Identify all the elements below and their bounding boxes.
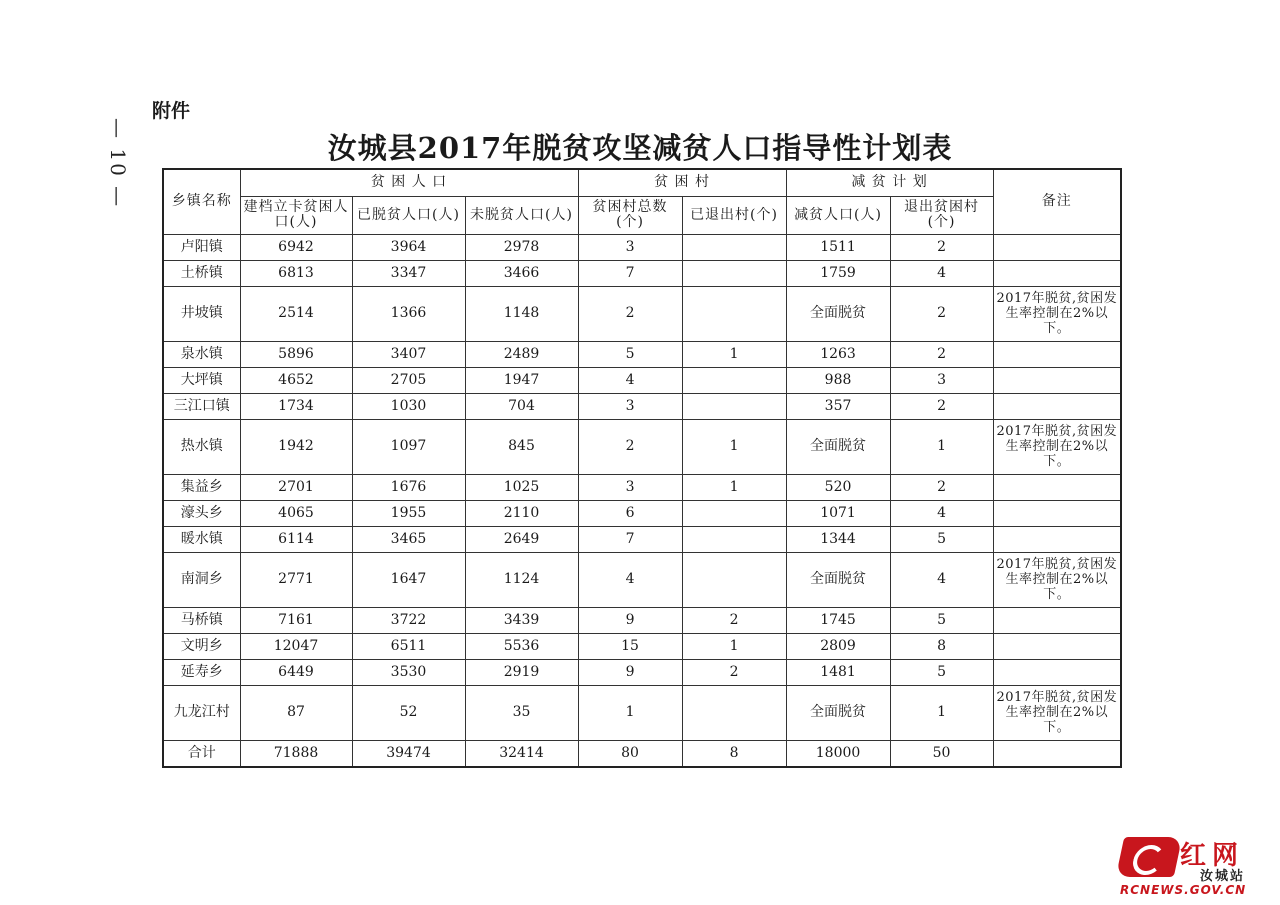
cell-villages-exited: 1 — [682, 419, 786, 474]
cell-reduce-population: 357 — [786, 393, 890, 419]
poverty-villages-header: 贫 困 村 — [578, 169, 786, 196]
cell-exit-villages: 5 — [890, 607, 993, 633]
cell-town: 井坡镇 — [163, 286, 240, 341]
exit-villages-header: 退出贫困村(个) — [890, 196, 993, 234]
cell-villages-total: 1 — [578, 685, 682, 740]
cell-villages-exited — [682, 393, 786, 419]
cell-not-lifted: 1947 — [465, 367, 578, 393]
cell-not-lifted: 2919 — [465, 659, 578, 685]
cell-lifted: 3347 — [352, 260, 465, 286]
cell-not-lifted: 32414 — [465, 740, 578, 767]
cell-remark: 2017年脱贫,贫困发生率控制在2%以下。 — [993, 419, 1121, 474]
cell-lifted: 1676 — [352, 474, 465, 500]
cell-lifted: 2705 — [352, 367, 465, 393]
villages-exited-header: 已退出村(个) — [682, 196, 786, 234]
cell-lifted: 1647 — [352, 552, 465, 607]
cell-reduce-population: 1071 — [786, 500, 890, 526]
cell-villages-total: 3 — [578, 234, 682, 260]
cell-villages-exited: 8 — [682, 740, 786, 767]
cell-town: 泉水镇 — [163, 341, 240, 367]
cell-villages-exited: 1 — [682, 474, 786, 500]
cell-remark — [993, 367, 1121, 393]
cell-remark — [993, 607, 1121, 633]
cell-villages-total: 3 — [578, 393, 682, 419]
cell-remark — [993, 633, 1121, 659]
cell-reduce-population: 1745 — [786, 607, 890, 633]
cell-remark: 2017年脱贫,贫困发生率控制在2%以下。 — [993, 286, 1121, 341]
watermark-station: 汝城站 — [1200, 869, 1246, 884]
cell-remark — [993, 341, 1121, 367]
cell-exit-villages: 1 — [890, 419, 993, 474]
cell-villages-exited — [682, 367, 786, 393]
town-header: 乡镇名称 — [163, 169, 240, 234]
cell-not-lifted: 35 — [465, 685, 578, 740]
table-row — [163, 685, 1121, 740]
cell-registered: 87 — [240, 685, 352, 740]
cell-town: 暖水镇 — [163, 526, 240, 552]
cell-reduce-population: 1263 — [786, 341, 890, 367]
poverty-population-header: 贫 困 人 口 — [240, 169, 578, 196]
cell-villages-exited: 2 — [682, 659, 786, 685]
cell-villages-total: 2 — [578, 286, 682, 341]
cell-exit-villages: 5 — [890, 526, 993, 552]
cell-villages-exited: 2 — [682, 607, 786, 633]
table-row — [163, 234, 1121, 260]
cell-registered: 6114 — [240, 526, 352, 552]
cell-villages-total: 7 — [578, 526, 682, 552]
cell-lifted: 3465 — [352, 526, 465, 552]
cell-exit-villages: 2 — [890, 286, 993, 341]
cell-lifted: 1955 — [352, 500, 465, 526]
cell-reduce-population: 1481 — [786, 659, 890, 685]
cell-villages-exited — [682, 526, 786, 552]
poverty-plan-table — [162, 168, 1122, 768]
table-row — [163, 659, 1121, 685]
cell-remark — [993, 393, 1121, 419]
table-row — [163, 367, 1121, 393]
page-number: — 10 — — [106, 118, 130, 209]
cell-villages-total: 15 — [578, 633, 682, 659]
table-row — [163, 260, 1121, 286]
table-row — [163, 607, 1121, 633]
cell-villages-total: 9 — [578, 607, 682, 633]
cell-lifted: 3407 — [352, 341, 465, 367]
cell-not-lifted: 1025 — [465, 474, 578, 500]
cell-exit-villages: 5 — [890, 659, 993, 685]
table-row — [163, 552, 1121, 607]
page-title: 汝城县2017年脱贫攻坚减贫人口指导性计划表 — [327, 131, 953, 165]
remarks-header: 备注 — [993, 169, 1121, 234]
table-row — [163, 500, 1121, 526]
cell-not-lifted: 2489 — [465, 341, 578, 367]
cell-registered: 71888 — [240, 740, 352, 767]
cell-registered: 4652 — [240, 367, 352, 393]
cell-reduce-population: 全面脱贫 — [786, 552, 890, 607]
cell-remark — [993, 500, 1121, 526]
cell-town: 濠头乡 — [163, 500, 240, 526]
cell-not-lifted: 704 — [465, 393, 578, 419]
cell-villages-total: 2 — [578, 419, 682, 474]
reduce-population-header: 减贫人口(人) — [786, 196, 890, 234]
cell-reduce-population: 1511 — [786, 234, 890, 260]
cell-lifted: 1097 — [352, 419, 465, 474]
cell-town: 大坪镇 — [163, 367, 240, 393]
cell-villages-exited: 1 — [682, 633, 786, 659]
cell-villages-exited — [682, 500, 786, 526]
cell-lifted: 1366 — [352, 286, 465, 341]
cell-reduce-population: 全面脱贫 — [786, 419, 890, 474]
cell-not-lifted: 2649 — [465, 526, 578, 552]
cell-registered: 2514 — [240, 286, 352, 341]
cell-lifted: 52 — [352, 685, 465, 740]
rednet-logo-icon — [1116, 837, 1183, 877]
cell-lifted: 1030 — [352, 393, 465, 419]
cell-town: 马桥镇 — [163, 607, 240, 633]
cell-not-lifted: 2978 — [465, 234, 578, 260]
not-lifted-header: 未脱贫人口(人) — [465, 196, 578, 234]
cell-exit-villages: 3 — [890, 367, 993, 393]
cell-lifted: 6511 — [352, 633, 465, 659]
cell-remark — [993, 260, 1121, 286]
cell-not-lifted: 2110 — [465, 500, 578, 526]
cell-exit-villages: 1 — [890, 685, 993, 740]
cell-exit-villages: 4 — [890, 552, 993, 607]
cell-town: 延寿乡 — [163, 659, 240, 685]
cell-remark — [993, 659, 1121, 685]
cell-registered: 12047 — [240, 633, 352, 659]
table-row — [163, 526, 1121, 552]
cell-registered: 5896 — [240, 341, 352, 367]
table-body — [163, 234, 1121, 767]
cell-remark: 2017年脱贫,贫困发生率控制在2%以下。 — [993, 685, 1121, 740]
cell-not-lifted: 1124 — [465, 552, 578, 607]
cell-exit-villages: 4 — [890, 500, 993, 526]
cell-reduce-population: 1344 — [786, 526, 890, 552]
cell-villages-exited — [682, 234, 786, 260]
cell-registered: 6813 — [240, 260, 352, 286]
reduction-plan-header: 减 贫 计 划 — [786, 169, 993, 196]
cell-registered: 4065 — [240, 500, 352, 526]
table-row — [163, 740, 1121, 767]
cell-remark — [993, 474, 1121, 500]
registered-header: 建档立卡贫困人口(人) — [240, 196, 352, 234]
cell-villages-total: 9 — [578, 659, 682, 685]
cell-villages-exited — [682, 260, 786, 286]
cell-not-lifted: 3466 — [465, 260, 578, 286]
table-row — [163, 474, 1121, 500]
table-row — [163, 419, 1121, 474]
cell-villages-total: 4 — [578, 367, 682, 393]
cell-villages-exited — [682, 286, 786, 341]
attachment-label: 附件 — [152, 100, 191, 122]
cell-exit-villages: 2 — [890, 234, 993, 260]
cell-town: 集益乡 — [163, 474, 240, 500]
villages-total-header: 贫困村总数(个) — [578, 196, 682, 234]
cell-villages-exited — [682, 685, 786, 740]
cell-villages-exited: 1 — [682, 341, 786, 367]
cell-reduce-population: 全面脱贫 — [786, 685, 890, 740]
cell-villages-total: 4 — [578, 552, 682, 607]
cell-registered: 1734 — [240, 393, 352, 419]
cell-lifted: 3530 — [352, 659, 465, 685]
cell-exit-villages: 50 — [890, 740, 993, 767]
cell-reduce-population: 1759 — [786, 260, 890, 286]
cell-exit-villages: 8 — [890, 633, 993, 659]
cell-reduce-population: 全面脱贫 — [786, 286, 890, 341]
cell-registered: 6942 — [240, 234, 352, 260]
cell-town: 土桥镇 — [163, 260, 240, 286]
table-row — [163, 286, 1121, 341]
cell-villages-exited — [682, 552, 786, 607]
table-row — [163, 393, 1121, 419]
cell-town: 文明乡 — [163, 633, 240, 659]
cell-reduce-population: 988 — [786, 367, 890, 393]
cell-not-lifted: 1148 — [465, 286, 578, 341]
cell-not-lifted: 845 — [465, 419, 578, 474]
cell-villages-total: 5 — [578, 341, 682, 367]
cell-exit-villages: 2 — [890, 341, 993, 367]
cell-town: 三江口镇 — [163, 393, 240, 419]
cell-lifted: 3722 — [352, 607, 465, 633]
cell-registered: 2771 — [240, 552, 352, 607]
cell-exit-villages: 4 — [890, 260, 993, 286]
cell-exit-villages: 2 — [890, 474, 993, 500]
cell-remark — [993, 234, 1121, 260]
cell-registered: 2701 — [240, 474, 352, 500]
lifted-header: 已脱贫人口(人) — [352, 196, 465, 234]
cell-villages-total: 6 — [578, 500, 682, 526]
cell-town: 卢阳镇 — [163, 234, 240, 260]
cell-remark — [993, 526, 1121, 552]
cell-reduce-population: 18000 — [786, 740, 890, 767]
cell-town: 九龙江村 — [163, 685, 240, 740]
cell-remark — [993, 740, 1121, 767]
cell-town: 热水镇 — [163, 419, 240, 474]
table-row — [163, 341, 1121, 367]
cell-registered: 7161 — [240, 607, 352, 633]
cell-town: 南洞乡 — [163, 552, 240, 607]
watermark — [1120, 835, 1270, 899]
table-row — [163, 633, 1121, 659]
cell-reduce-population: 2809 — [786, 633, 890, 659]
cell-registered: 6449 — [240, 659, 352, 685]
cell-registered: 1942 — [240, 419, 352, 474]
cell-villages-total: 7 — [578, 260, 682, 286]
cell-reduce-population: 520 — [786, 474, 890, 500]
cell-lifted: 39474 — [352, 740, 465, 767]
cell-lifted: 3964 — [352, 234, 465, 260]
cell-villages-total: 80 — [578, 740, 682, 767]
cell-not-lifted: 5536 — [465, 633, 578, 659]
watermark-name: 红网 — [1180, 841, 1245, 871]
watermark-domain: RCNEWS.GOV.CN — [1120, 883, 1247, 897]
cell-exit-villages: 2 — [890, 393, 993, 419]
cell-town: 合计 — [163, 740, 240, 767]
cell-not-lifted: 3439 — [465, 607, 578, 633]
cell-villages-total: 3 — [578, 474, 682, 500]
cell-remark: 2017年脱贫,贫困发生率控制在2%以下。 — [993, 552, 1121, 607]
